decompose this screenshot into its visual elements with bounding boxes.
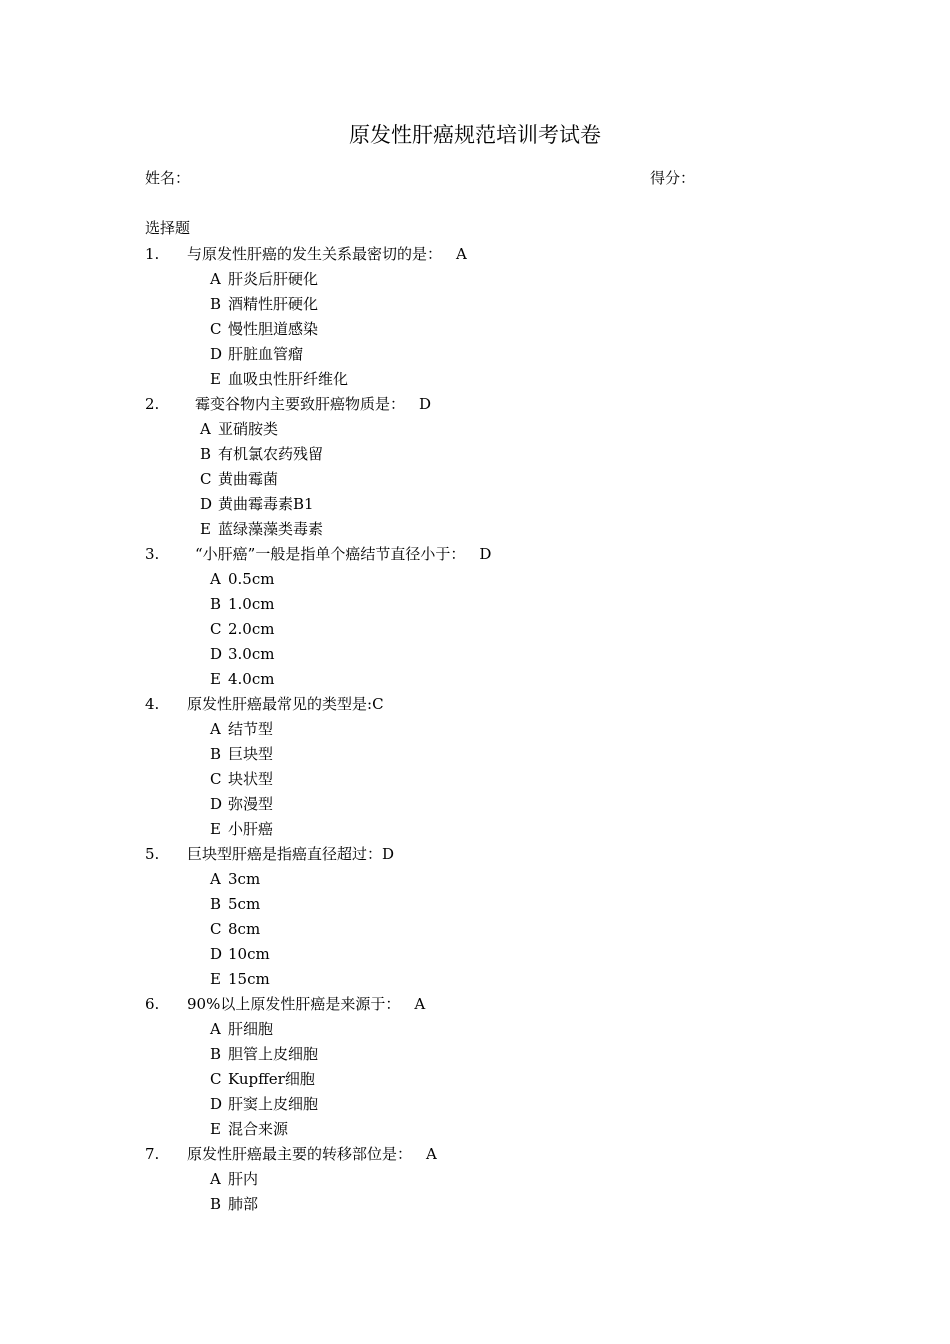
question-answer: A (426, 1145, 437, 1163)
option-text: Kupffer细胞 (228, 1070, 315, 1088)
option-letter: E (210, 820, 221, 838)
option-text: 4.0cm (228, 670, 275, 688)
option-item (145, 667, 845, 692)
option-text: 混合来源 (228, 1120, 289, 1138)
option-letter: A (210, 1170, 221, 1188)
option-item (145, 917, 845, 942)
name-label: 姓名： (145, 169, 191, 187)
option-item (145, 442, 845, 467)
option-text: 3cm (228, 870, 261, 888)
option-letter: B (210, 745, 222, 763)
option-item (145, 742, 845, 767)
option-text: 0.5cm (228, 570, 275, 588)
option-letter: D (200, 495, 213, 513)
question-7 (145, 1142, 845, 1167)
option-letter: B (210, 295, 222, 313)
option-item (145, 467, 845, 492)
option-text: 肝炎后肝硬化 (228, 270, 319, 288)
option-text: 亚硝胺类 (218, 420, 279, 438)
option-item (145, 792, 845, 817)
question-answer: A (414, 995, 426, 1013)
option-text: 8cm (228, 920, 261, 938)
option-text: 结节型 (228, 720, 274, 738)
option-item (145, 892, 845, 917)
option-letter: B (210, 1045, 222, 1063)
option-letter: A (210, 870, 221, 888)
option-item (145, 642, 845, 667)
option-text: 块状型 (228, 770, 274, 788)
question-text: 霉变谷物内主要致肝癌物质是： (195, 395, 406, 413)
score-label: 得分： (650, 169, 696, 187)
option-item (145, 767, 845, 792)
option-letter: C (210, 1070, 222, 1088)
option-text: 肝脏血管瘤 (228, 345, 304, 363)
option-item (145, 292, 845, 317)
option-item (145, 1092, 845, 1117)
option-item (145, 1192, 845, 1217)
option-letter: D (210, 1095, 223, 1113)
question-number: 2. (145, 395, 160, 413)
question-6 (145, 992, 845, 1017)
option-item (145, 1017, 845, 1042)
option-text: 有机氯农药残留 (218, 445, 324, 463)
option-letter: E (200, 520, 211, 538)
option-text: 肺部 (228, 1195, 259, 1213)
option-item (145, 867, 845, 892)
question-text: 原发性肝癌最主要的转移部位是： (187, 1145, 413, 1163)
option-text: 黄曲霉菌 (218, 470, 279, 488)
option-text: 肝细胞 (228, 1020, 274, 1038)
option-item (145, 367, 845, 392)
question-list (145, 242, 845, 1217)
option-item (145, 967, 845, 992)
question-answer: C (372, 695, 384, 713)
option-letter: A (210, 720, 221, 738)
option-text: 10cm (228, 945, 270, 963)
option-item (145, 1117, 845, 1142)
option-text: 2.0cm (228, 620, 275, 638)
option-letter: D (210, 795, 223, 813)
question-answer: D (479, 545, 492, 563)
option-text: 5cm (228, 895, 261, 913)
option-letter: A (210, 270, 221, 288)
option-text: 黄曲霉毒素B1 (218, 495, 314, 513)
section-heading: 选择题 (145, 219, 191, 237)
question-text: “小肝癌”一般是指单个癌结节直径小于： (195, 545, 466, 563)
question-answer: A (456, 245, 467, 263)
page-title: 原发性肝癌规范培训考试卷 (349, 123, 601, 147)
question-number: 1. (145, 245, 160, 263)
option-item (145, 592, 845, 617)
option-letter: E (210, 1120, 221, 1138)
option-letter: E (210, 670, 221, 688)
question-1 (145, 242, 845, 267)
option-text: 肝内 (228, 1170, 259, 1188)
option-letter: C (210, 770, 222, 788)
option-item (145, 317, 845, 342)
question-3 (145, 542, 845, 567)
option-item (145, 1167, 845, 1192)
option-text: 3.0cm (228, 645, 275, 663)
option-text: 弥漫型 (228, 795, 274, 813)
question-number: 7. (145, 1145, 160, 1163)
option-letter: A (200, 420, 211, 438)
question-text: 巨块型肝癌是指癌直径超过： (187, 845, 383, 863)
option-item (145, 267, 845, 292)
question-5 (145, 842, 845, 867)
option-item (145, 492, 845, 517)
option-letter: C (210, 320, 222, 338)
option-item (145, 817, 845, 842)
option-item (145, 942, 845, 967)
option-letter: C (210, 920, 222, 938)
question-number: 3. (145, 545, 160, 563)
option-text: 巨块型 (228, 745, 274, 763)
option-item (145, 417, 845, 442)
option-text: 血吸虫性肝纤维化 (228, 370, 349, 388)
question-answer: D (382, 845, 395, 863)
option-item (145, 717, 845, 742)
question-number: 5. (145, 845, 160, 863)
option-item (145, 1042, 845, 1067)
question-answer: D (419, 395, 432, 413)
question-text: 与原发性肝癌的发生关系最密切的是： (187, 245, 443, 263)
option-text: 胆管上皮细胞 (228, 1045, 319, 1063)
question-4 (145, 692, 845, 717)
option-letter: B (210, 1195, 222, 1213)
option-item (145, 567, 845, 592)
option-letter: D (210, 645, 223, 663)
option-letter: D (210, 345, 223, 363)
option-item (145, 617, 845, 642)
option-item (145, 517, 845, 542)
option-letter: E (210, 970, 221, 988)
option-item (145, 342, 845, 367)
option-text: 慢性胆道感染 (228, 320, 319, 338)
option-letter: B (210, 595, 222, 613)
option-letter: C (200, 470, 212, 488)
option-letter: E (210, 370, 221, 388)
option-letter: C (210, 620, 222, 638)
question-number: 6. (145, 995, 160, 1013)
question-text: 90%以上原发性肝癌是来源于： (187, 995, 401, 1013)
option-letter: D (210, 945, 223, 963)
question-2 (145, 392, 845, 417)
option-text: 酒精性肝硬化 (228, 295, 319, 313)
question-text: 原发性肝癌最常见的类型是: (187, 695, 373, 713)
question-number: 4. (145, 695, 160, 713)
option-text: 1.0cm (228, 595, 275, 613)
option-text: 肝窦上皮细胞 (228, 1095, 319, 1113)
option-text: 小肝癌 (228, 820, 274, 838)
option-letter: B (210, 895, 222, 913)
option-text: 蓝绿藻藻类毒素 (218, 520, 324, 538)
option-letter: A (210, 1020, 221, 1038)
option-item (145, 1067, 845, 1092)
option-letter: A (210, 570, 221, 588)
option-text: 15cm (228, 970, 270, 988)
option-letter: B (200, 445, 212, 463)
